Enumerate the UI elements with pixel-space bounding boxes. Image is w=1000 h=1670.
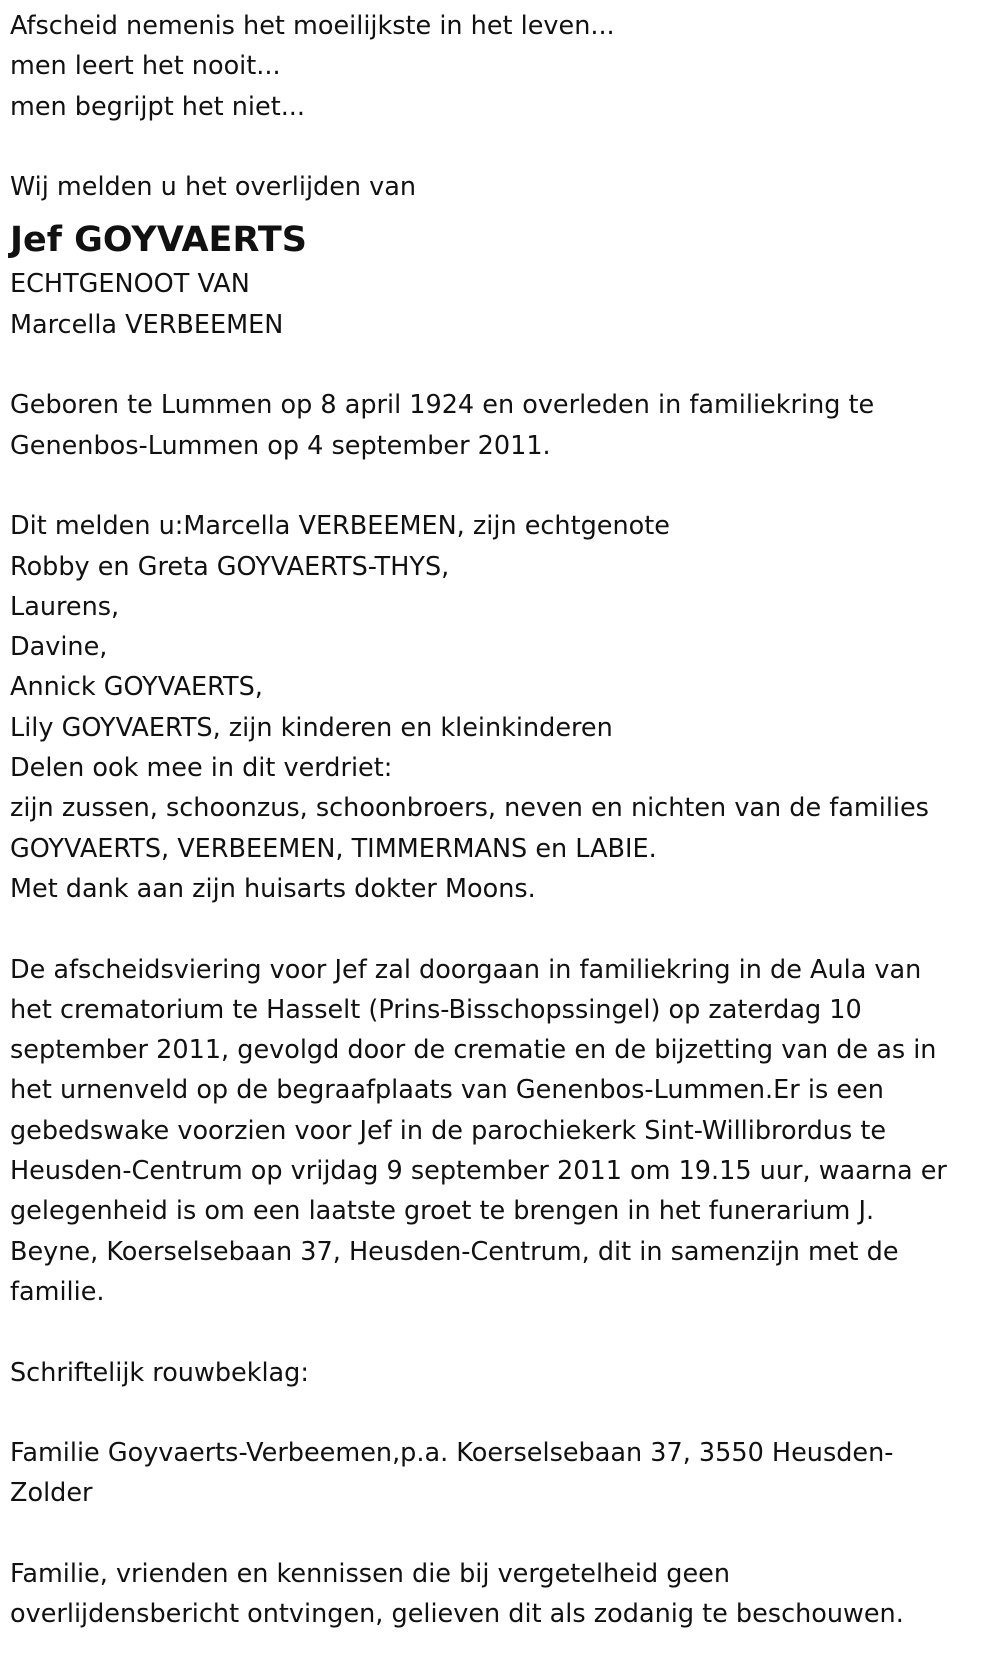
- ceremony-line: De afscheidsviering voor Jef zal doorgaan in familiekring in de Aula van: [10, 954, 922, 985]
- ceremony-line: het urnenveld op de begraafplaats van Genenbos-Lummen.Er is een: [10, 1075, 884, 1106]
- poem: [10, 6, 1000, 127]
- ceremony-line: september 2011, gevolgd door de crematie en de bijzetting van de as in: [10, 1035, 937, 1066]
- birth-death-line: Genenbos-Lummen op 4 september 2011.: [10, 430, 551, 461]
- ceremony-line: Heusden-Centrum op vrijdag 9 september 2011 om 19.15 uur, waarna er: [10, 1156, 947, 1187]
- ceremony-line: gelegenheid is om een laatste groet te brengen in het funerarium J.: [10, 1196, 875, 1227]
- paragraph-gap: [10, 909, 1000, 949]
- paragraph-gap: [10, 1393, 1000, 1433]
- ceremony-line: Beyne, Koerselsebaan 37, Heusden-Centrum, dit in samenzijn met de: [10, 1236, 899, 1267]
- poem-line: men begrijpt het niet...: [10, 91, 306, 122]
- family-line: Annick GOYVAERTS,: [10, 672, 263, 703]
- family-line: zijn zussen, schoonzus, schoonbroers, neven en nichten van de families: [10, 793, 929, 824]
- announcement-intro: Wij melden u het overlijden van: [10, 172, 417, 203]
- ceremony-line: familie.: [10, 1276, 105, 1307]
- paragraph-gap: [10, 127, 1000, 167]
- family-line: Met dank aan zijn huisarts dokter Moons.: [10, 873, 536, 904]
- paragraph-gap: [10, 1514, 1000, 1554]
- poem-line: men leert het nooit...: [10, 51, 281, 82]
- family-line: Laurens,: [10, 591, 120, 622]
- family-line: Robby en Greta GOYVAERTS-THYS,: [10, 551, 450, 582]
- closing-line: overlijdensbericht ontvingen, gelieven dit als zodanig te beschouwen.: [10, 1599, 904, 1630]
- ceremony-line: gebedswake voorzien voor Jef in de parochiekerk Sint-Willibrordus te: [10, 1115, 887, 1146]
- paragraph-gap: [10, 1312, 1000, 1352]
- ceremony-paragraph: [10, 950, 1000, 1313]
- address-line: Zolder: [10, 1478, 93, 1509]
- poem-line: Afscheid nemenis het moeilijkste in het leven...: [10, 11, 615, 41]
- spouse-name: Marcella VERBEEMEN: [10, 309, 284, 340]
- family-line: GOYVAERTS, VERBEEMEN, TIMMERMANS en LABIE.: [10, 833, 657, 864]
- birth-death-line: Geboren te Lummen op 8 april 1924 en overleden in familiekring te: [10, 390, 875, 421]
- family-line: Davine,: [10, 632, 108, 663]
- deceased-relation: ECHTGENOOT VAN: [10, 269, 250, 300]
- family-line: Dit melden u:Marcella VERBEEMEN, zijn echtgenote: [10, 511, 670, 542]
- family-line: Lily GOYVAERTS, zijn kinderen en kleinkinderen: [10, 712, 613, 743]
- family-line: Delen ook mee in dit verdriet:: [10, 753, 393, 784]
- paragraph-gap: [10, 345, 1000, 385]
- address-line: Familie Goyvaerts-Verbeemen,p.a. Koerselsebaan 37, 3550 Heusden-: [10, 1438, 894, 1469]
- paragraph-gap: [10, 466, 1000, 506]
- closing-paragraph: [10, 1554, 1000, 1635]
- birth-death-paragraph: [10, 385, 1000, 466]
- family-list: [10, 506, 1000, 909]
- closing-line: Familie, vrienden en kennissen die bij vergetelheid geen: [10, 1558, 730, 1589]
- deceased-name: Jef GOYVAERTS: [10, 220, 307, 261]
- condolence-address: [10, 1433, 1000, 1514]
- ceremony-line: het crematorium te Hasselt (Prins-Bisschopssingel) op zaterdag 10: [10, 994, 862, 1025]
- condolence-label: Schriftelijk rouwbeklag:: [10, 1357, 309, 1388]
